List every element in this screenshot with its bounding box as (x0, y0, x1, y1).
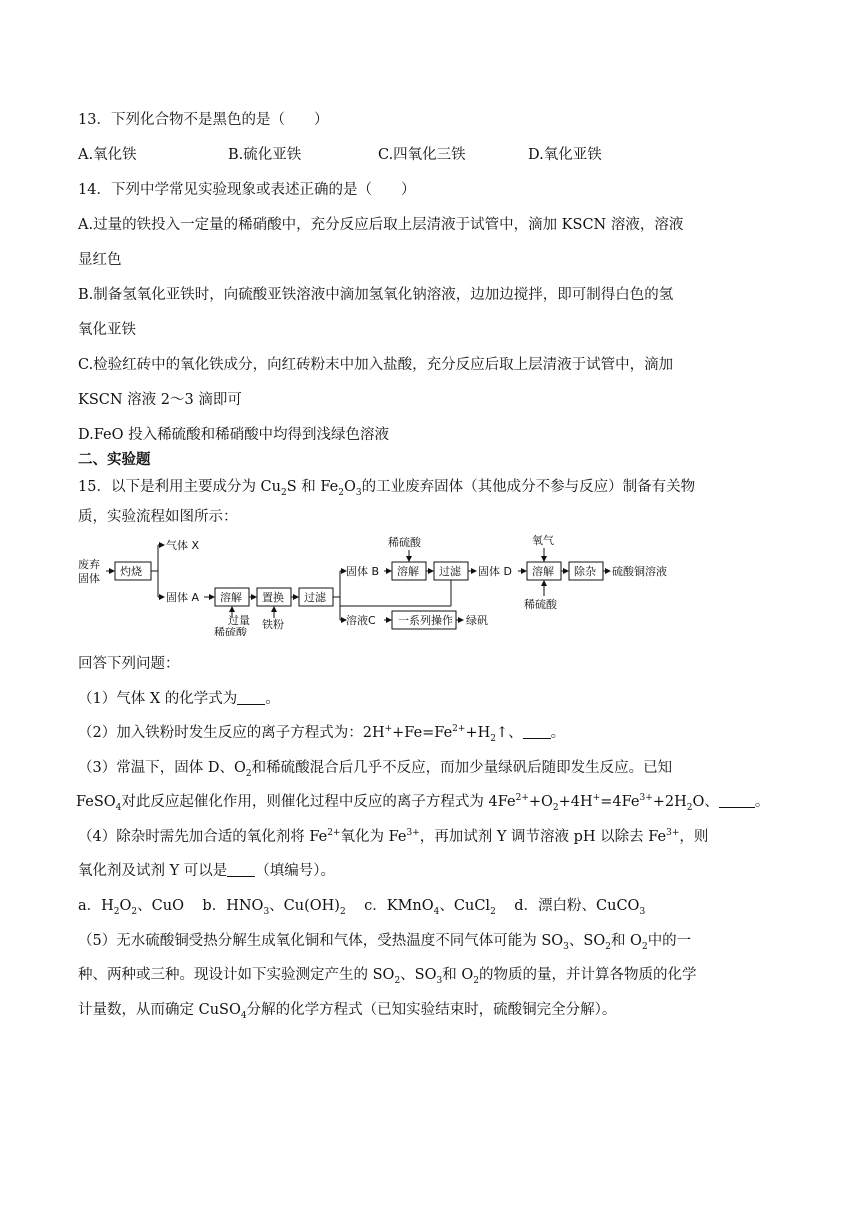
answer-blank (227, 862, 255, 877)
flow-dilute-acid-1: 稀硫酸 (214, 626, 247, 636)
flow-roast: 灼烧 (120, 565, 142, 578)
q14-option-a-line1: A.过量的铁投入一定量的稀硝酸中，充分反应后取上层清液于试管中，滴加 KSCN 溶液，溶液 (78, 217, 684, 233)
q15-part5-line1: （5）无水硫酸铜受热分解生成氧化铜和气体，受热温度不同气体可能为 $SO_3$、$SO_2$和 $O_2$中的一 (78, 933, 692, 952)
q15-part5-line3: 计量数，从而确定 CuSO$_4$分解的化学方程式（已知实验结束时，硫酸铜完全分解）。 (78, 1002, 617, 1021)
flow-gas-x: 气体 X (166, 539, 200, 552)
flow-solution-c: 溶液C (346, 614, 376, 627)
q14-option-c-line1: C.检验红砖中的氧化铁成分，向红砖粉末中加入盐酸，充分反应后取上层清液于试管中，滴加 (78, 357, 674, 373)
flow-filter-1: 过滤 (304, 591, 326, 604)
flow-green-vitriol: 绿矾 (466, 614, 488, 627)
flow-waste-1: 废弃 (78, 558, 100, 571)
flow-series-ops: 一系列操作 (398, 614, 453, 627)
flow-dilute-acid-3: 稀硫酸 (524, 598, 557, 611)
flow-waste-2: 固体 (78, 572, 100, 585)
answer-blank (719, 793, 755, 808)
q14-option-d: D.FeO 投入稀硫酸和稀硝酸中均得到浅绿色溶液 (78, 427, 390, 443)
answer-blank (237, 690, 265, 705)
flow-solid-b: 固体 B (346, 565, 380, 578)
q14-option-b-line2: 氧化亚铁 (78, 322, 136, 338)
q13-option-b: B.硫化亚铁 (228, 147, 302, 163)
flow-remove-impurity: 除杂 (574, 565, 596, 578)
flow-dissolve-2: 溶解 (397, 565, 419, 578)
p4-option-d: d．漂白粉、CuCO$_3$ (514, 898, 646, 917)
q15-part3-line2: FeSO$_4$对此反应起催化作用，则催化过程中反应的离子方程式为 $4Fe^{2+}+O_2+4H^+=4Fe^{3+}+2H_2O$、 。 (76, 793, 770, 813)
q13-stem: 13．下列化合物不是黑色的是（ ） (78, 112, 329, 128)
answer-blank (523, 724, 551, 739)
q15-part3-line1: （3）常温下，固体 D、$O_2$和稀硫酸混合后几乎不反应，而加少量绿矾后随即发生反应。已知 (78, 760, 673, 779)
q15-part4-options (78, 896, 645, 916)
q15-part5-line2: 种、两种或三种。现设计如下实验测定产生的 $SO_2$、$SO_3$和 $O_2$的物质的量，并计算各物质的化学 (78, 967, 697, 986)
answer-intro: 回答下列问题： (78, 656, 180, 672)
p4-option-c: c．KMnO$_4$、CuCl$_2$ (364, 898, 496, 917)
q13-option-c: C.四氧化三铁 (378, 147, 466, 163)
q13-option-d: D.氧化亚铁 (528, 147, 602, 163)
q15-part4-line1: （4）除杂时需先加合适的氧化剂将 $Fe^{2+}$氧化为 $Fe^{3+}$，再加试剂 Y 调节溶液 pH 以除去 $Fe^{3+}$，则 (78, 828, 709, 845)
flow-filter-2: 过滤 (439, 565, 461, 578)
flow-excess: 过量 (228, 614, 250, 627)
flow-solid-a: 固体 A (166, 591, 200, 604)
flow-oxygen: 氧气 (532, 534, 554, 547)
q14-option-c-line2: KSCN 溶液 2～3 滴即可 (78, 392, 242, 408)
flow-iron-powder: 铁粉 (262, 618, 284, 631)
flow-solid-d: 固体 D (478, 565, 512, 578)
q15-stem-line2: 质，实验流程如图所示： (78, 509, 238, 525)
q14-option-a-line2: 显红色 (78, 252, 122, 268)
flow-dissolve-3: 溶解 (532, 565, 554, 578)
q14-option-b-line1: B.制备氢氧化亚铁时，向硫酸亚铁溶液中滴加氢氧化钠溶液，边加边搅拌，即可制得白色的氢 (78, 287, 674, 303)
q15-part2: （2）加入铁粉时发生反应的离子方程式为：$2H^++Fe=Fe^{2+}+H_2↑$、 。 (78, 724, 566, 744)
q14-stem: 14．下列中学常见实验现象或表述正确的是（ ） (78, 182, 416, 198)
q15-part1: （1）气体 X 的化学式为 。 (78, 691, 280, 707)
flow-product: 硫酸铜溶液 (612, 565, 667, 578)
q13-option-a: A.氧化铁 (78, 147, 137, 163)
process-flow-diagram (78, 528, 718, 640)
section-heading: 二、实验题 (78, 452, 151, 468)
flow-dilute-acid-2: 稀硫酸 (388, 536, 421, 549)
q15-part4-line2: 氧化剂及试剂 Y 可以是 （填编号）。 (78, 863, 336, 879)
flow-dissolve-1: 溶解 (220, 591, 242, 604)
flow-replace: 置换 (262, 591, 284, 604)
q15-stem-line1: 15．以下是利用主要成分为 $Cu_2S$ 和 $Fe_2O_3$的工业废弃固体（其他成分不参与反应）制备有关物 (78, 479, 696, 498)
p4-option-a: a．$H_2O_2$、CuO (78, 898, 184, 917)
p4-option-b: b．$HNO_3$、$Cu(OH)_2$ (202, 898, 346, 917)
